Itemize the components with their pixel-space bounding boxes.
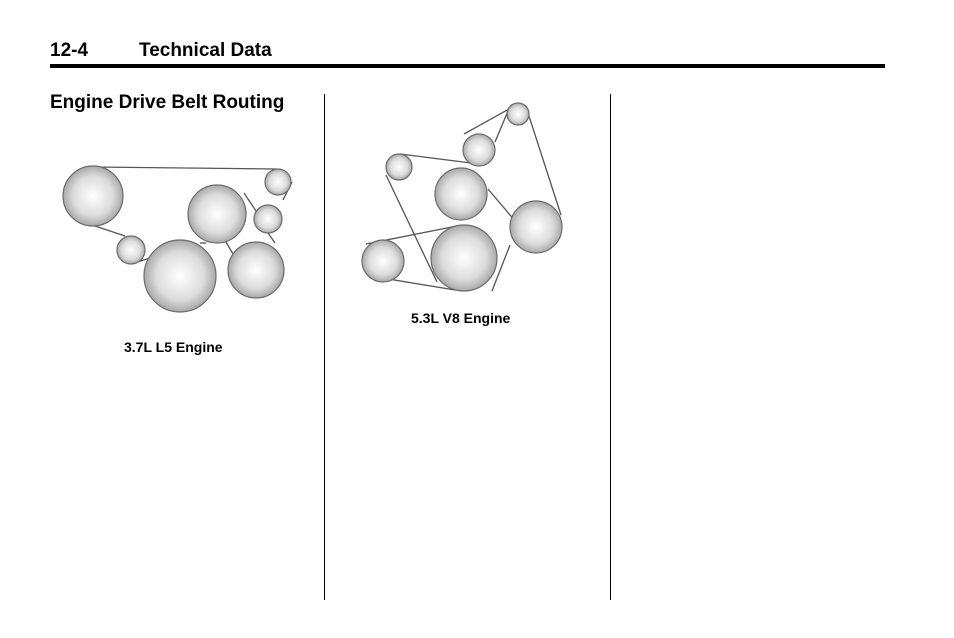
section-title: Technical Data [139, 40, 272, 61]
idler-pulley-left [386, 154, 412, 180]
idler-pulley-top-v8 [507, 103, 529, 125]
crankshaft-pulley-v8 [431, 225, 497, 291]
power-steering-pulley [362, 240, 404, 282]
figure-caption-3-7l: 3.7L L5 Engine [124, 339, 223, 355]
tensioner-pulley-v8 [463, 134, 495, 166]
water-pump-pulley-v8 [435, 168, 487, 220]
page-number: 12-4 [50, 40, 89, 61]
page-title: Engine Drive Belt Routing [50, 92, 285, 113]
figure-caption-5-3l: 5.3L V8 Engine [411, 310, 511, 326]
ac-compressor-pulley-v8 [510, 201, 562, 253]
